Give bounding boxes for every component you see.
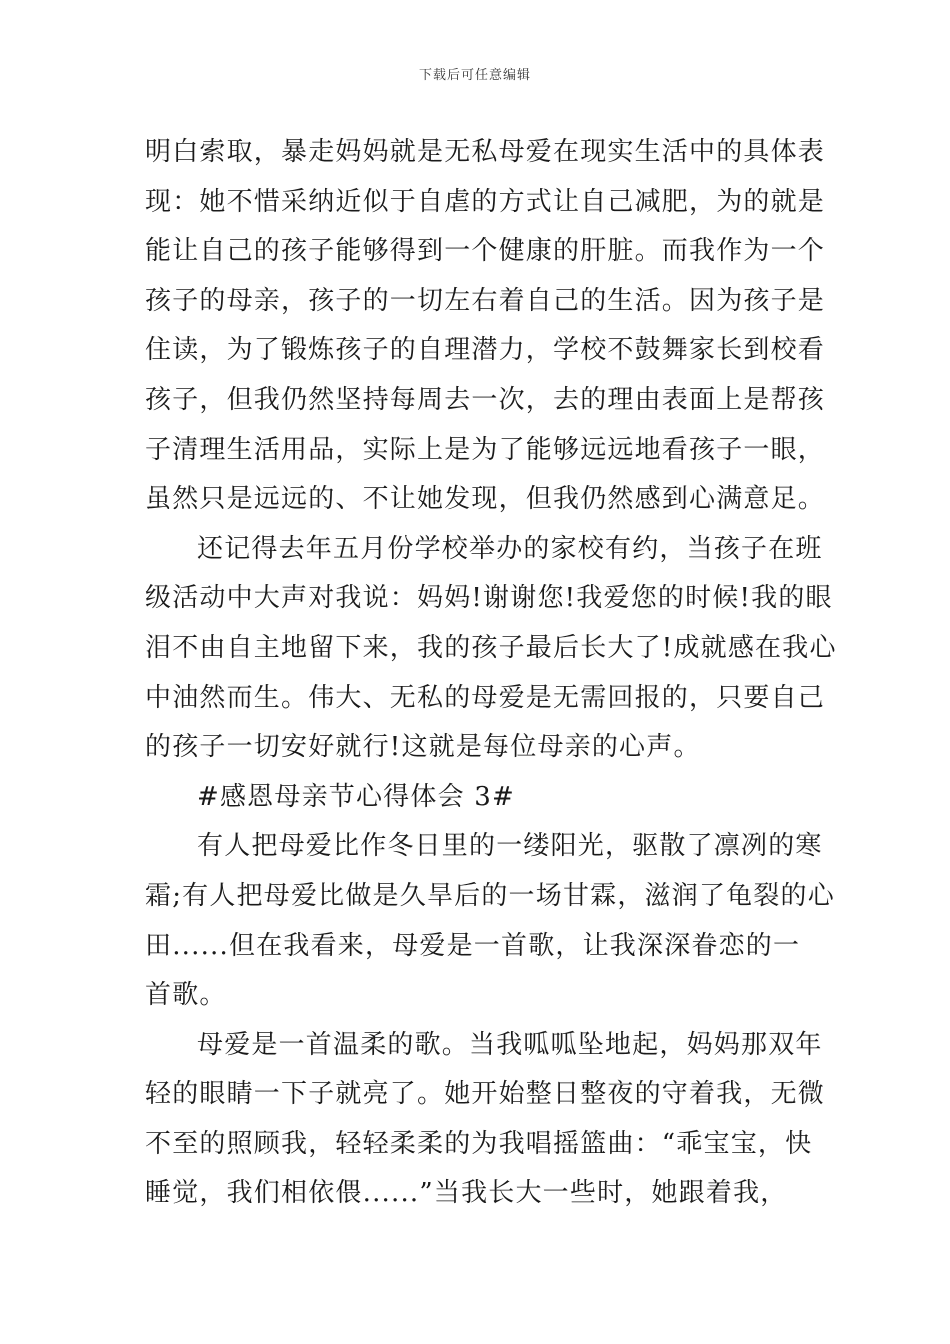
text-line: 孩子，但我仍然坚持每周去一次，去的理由表面上是帮孩 [145,384,826,415]
text-line: 能让自己的孩子能够得到一个健康的肝脏。而我作为一个 [145,236,826,267]
text-line: 子清理生活用品，实际上是为了能够远远地看孩子一眼， [145,434,826,465]
page-header: 下载后可任意编辑 [418,68,531,83]
text-line: 明白索取，暴走妈妈就是无私母爱在现实生活中的具体表 [145,137,826,167]
paragraph-start-line: 母爱是一首温柔的歌。当我呱呱坠地起，妈妈那双年 [197,1029,823,1060]
text-line: 睡觉，我们相依偎......”当我长大一些时，她跟着我， [145,1178,788,1209]
section-heading: #感恩母亲节心得体会 3# [197,781,515,812]
paragraph-start-line: 还记得去年五月份学校举办的家校有约，当孩子在班 [197,533,823,564]
text-line: 中油然而生。伟大、无私的母爱是无需回报的，只要自己 [145,682,826,713]
text-line: 级活动中大声对我说：妈妈!谢谢您!我爱您的时候!我的眼 [145,583,833,614]
text-line: 霜;有人把母爱比做是久旱后的一场甘霖，滋润了龟裂的心 [145,880,835,911]
text-line: 孩子的母亲，孩子的一切左右着自己的生活。因为孩子是 [145,285,826,316]
text-line: 田......但在我看来，母爱是一首歌，让我深深眷恋的一 [145,930,801,961]
text-line: 住读，为了锻炼孩子的自理潜力，学校不鼓舞家长到校看 [145,335,826,366]
text-line: 轻的眼睛一下子就亮了。她开始整日整夜的守着我，无微 [145,1079,826,1110]
paragraph-start-line: 有人把母爱比作冬日里的一缕阳光，驱散了凛冽的寒 [197,831,823,862]
text-line: 首歌。 [145,980,227,1011]
text-line: 现：她不惜采纳近似于自虐的方式让自己减肥，为的就是 [145,186,826,217]
text-line: 虽然只是远远的、不让她发现，但我仍然感到心满意足。 [145,484,826,515]
body-text [145,128,837,1219]
text-line: 不至的照顾我，轻轻柔柔的为我唱摇篮曲：“乖宝宝，快 [145,1128,813,1159]
text-line: 泪不由自主地留下来，我的孩子最后长大了!成就感在我心 [145,632,837,663]
text-line: 的孩子一切安好就行!这就是每位母亲的心声。 [145,732,701,763]
